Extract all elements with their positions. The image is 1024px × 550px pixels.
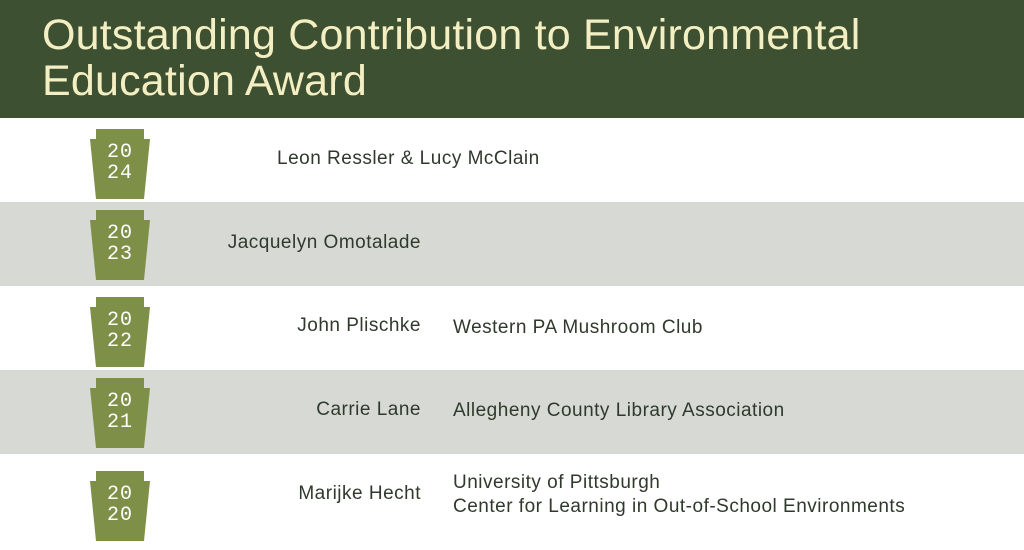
organization-line: Allegheny County Library Association (453, 400, 785, 421)
keystone-icon (90, 297, 150, 367)
header-banner (0, 0, 1024, 118)
year-top: 20 (106, 141, 133, 164)
recipient-name: Leon Ressler & Lucy McClain (277, 148, 540, 169)
organization-line: Center for Learning in Out-of-School Environments (453, 496, 906, 517)
recipient-name: Carrie Lane (316, 399, 421, 420)
keystone-icon (90, 129, 150, 199)
recipient-name: Jacquelyn Omotalade (227, 232, 421, 253)
year-bottom: 23 (106, 243, 133, 266)
year-top: 20 (106, 390, 133, 413)
award-row-2022 (0, 286, 1024, 370)
keystone-icon (90, 471, 150, 541)
year-bottom: 22 (106, 330, 133, 353)
award-row-2024 (0, 118, 1024, 202)
award-row-2020 (0, 454, 1024, 550)
award-row-2021 (0, 370, 1024, 454)
year-top: 20 (106, 483, 133, 506)
year-top: 20 (106, 222, 133, 245)
keystone-icon (90, 378, 150, 448)
year-bottom: 24 (106, 162, 133, 185)
organization-line: University of Pittsburgh (453, 472, 661, 493)
keystone-icon (90, 210, 150, 280)
year-top: 20 (106, 309, 133, 332)
page-title: Outstanding Contribution to Environmental Education Award (42, 11, 861, 105)
year-bottom: 20 (106, 504, 133, 527)
organization-line: Western PA Mushroom Club (453, 317, 703, 338)
year-bottom: 21 (106, 411, 133, 434)
recipient-name: John Plischke (297, 315, 421, 336)
recipient-name: Marijke Hecht (298, 483, 421, 504)
award-row-2023 (0, 202, 1024, 286)
